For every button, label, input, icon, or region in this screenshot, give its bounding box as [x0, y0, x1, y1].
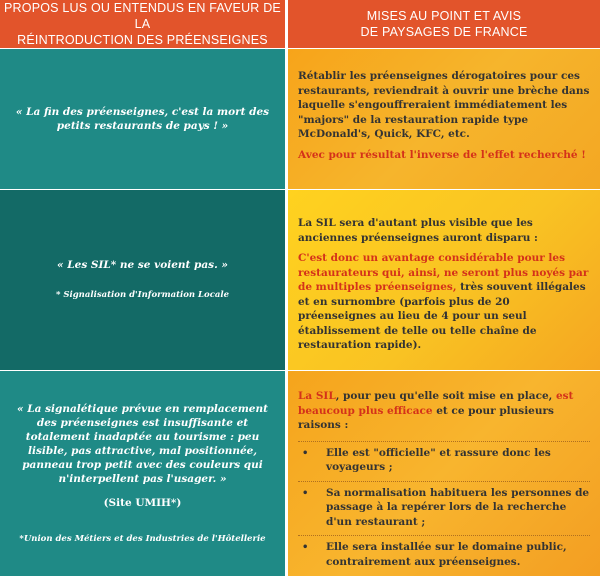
bullet-text: Elle est "officielle" et rassure donc les voyageurs ; — [326, 446, 551, 473]
bullet-icon: • — [302, 487, 309, 499]
row1-text: Rétablir les préenseignes dérogatoires pour ces restaurants, reviendrait à ouvrir une brèche dans laquelle s'engouffreraient immédiatement les "majors" de la restauration rapide type McDonald's, Quick, KFC, etc. — [298, 70, 590, 140]
row1-left-cell — [0, 49, 285, 189]
bullet-text: Elle sera installée sur le domaine public, contrairement aux préenseignes. — [326, 541, 567, 568]
header-left — [0, 0, 285, 48]
row1-quote: « La fin des préenseignes, c'est la mort des petits restaurants de pays ! » — [15, 106, 270, 132]
list-item — [298, 481, 590, 530]
header-right-line2: DE PAYSAGES DE FRANCE — [360, 25, 528, 39]
list-item — [298, 441, 590, 475]
row3-bullet-list — [298, 441, 590, 570]
header-left-line2: RÉINTRODUCTION DES PRÉENSEIGNES — [17, 33, 268, 47]
row3-footnote: *Union des Métiers et des Industries de l'Hôtellerie — [19, 533, 266, 544]
header-right — [288, 0, 600, 48]
row3-lead-mid: , pour peu qu'elle soit mise en place, — [335, 390, 556, 402]
row3-lead-red1: La SIL — [298, 390, 336, 402]
row2-footnote: * Signalisation d'Information Locale — [55, 290, 230, 300]
row3-source: (Site UMIH*) — [103, 496, 182, 509]
row2-left-cell — [0, 190, 285, 370]
row2-paragraph — [298, 251, 590, 353]
bullet-icon: • — [302, 542, 309, 553]
row2-text2: très souvent illégales et en surnombre (parfois plus de 20 préenseignes au lieu de 4 pour un seul établissement de telle ou telle chaîne de restauration rapide). — [298, 281, 586, 351]
row3-lead-red2: est beaucoup plus efficace — [298, 390, 574, 417]
row2-text: La SIL sera d'autant plus visible que les anciennes préenseignes auront disparu : — [298, 217, 538, 244]
header-left-line1: PROPOS LUS OU ENTENDUS EN FAVEUR DE LA — [4, 1, 281, 31]
row2-right-cell — [288, 190, 600, 370]
bullet-icon: • — [302, 447, 309, 459]
row3-right-cell — [288, 371, 600, 576]
row3-left-cell — [0, 371, 285, 576]
header-right-line1: MISES AU POINT ET AVIS — [366, 9, 522, 23]
bullet-text: Sa normalisation habituera les personnes de passage à la repérer lors de la recherche d'un restaurant ; — [326, 486, 590, 528]
row3-quote: « La signalétique prévue en remplacement des préenseignes est insuffisante et totalement inadaptée au tourisme : peu lisible, pas attractive, mal positionnée, panneau trop petit avec des couleurs qui n'interpellent pas l'usager. » — [17, 402, 268, 485]
row1-right-cell — [288, 49, 600, 189]
row2-highlight: C'est donc un avantage considérable pour les restaurateurs qui, ainsi, ne seront plus noyés par de multiples préenseignes, — [298, 252, 589, 293]
list-item — [298, 535, 590, 569]
row3-lead — [298, 389, 590, 433]
row2-quote: « Les SIL* ne se voient pas. » — [57, 259, 228, 271]
row3-lead-end: et ce pour plusieurs raisons : — [298, 404, 554, 431]
row1-highlight: Avec pour résultat l'inverse de l'effet recherché ! — [298, 148, 586, 161]
